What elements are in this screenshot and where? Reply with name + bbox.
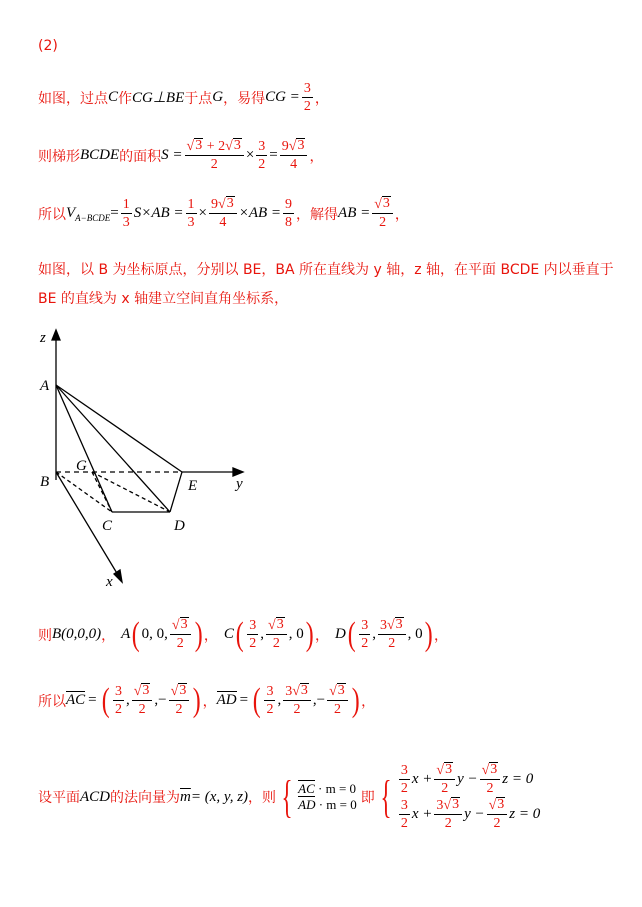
text: ，解得 [296, 206, 339, 223]
line-7: 所以 AC = ( $\frac{3}{2}$ , √ 3 2 ,− √ 3 2 ) ， AD = ( $\frac{3}{2}$ , 3 √ 3 2 ,− √ 3 2 ) ， [38, 681, 376, 719]
math: A [121, 626, 131, 642]
fraction: $\frac{3}{2}$ [303, 81, 311, 114]
fraction: 3 √ 3 2 [283, 683, 311, 718]
left-brace: { [281, 771, 293, 822]
math: CG = [265, 89, 300, 105]
part-label: (2) [38, 38, 58, 54]
text: ， [314, 90, 329, 107]
text: 则梯形 [38, 148, 80, 165]
fraction: $\frac{3}{2}$ [266, 684, 274, 717]
text: 于点 [184, 90, 213, 107]
line-5: BE 的直线为 x 轴建立空间直角坐标系， [38, 291, 289, 307]
fraction: 9 √ 3 4 [209, 196, 237, 231]
fraction: √ 3 2 [169, 683, 190, 718]
text: ，易得 [223, 90, 266, 107]
math: AB = [338, 205, 371, 221]
text: 的法向量为 [110, 790, 180, 806]
z-arrow [52, 330, 60, 340]
label-z: z [40, 330, 46, 346]
math: $\overline{m}$ [180, 788, 191, 805]
fraction: √ 3 2 [266, 617, 287, 652]
label-y: y [236, 476, 243, 492]
vector-system: AC · m = 0 AD · m = 0 [298, 781, 357, 812]
edge-DE [170, 472, 182, 512]
math: = [110, 205, 119, 221]
fraction: √ 3 2 [170, 617, 191, 652]
fraction: √ 3 2 [327, 683, 348, 718]
fraction: $\frac{3}{2}$ [249, 618, 257, 651]
math: S×AB = [133, 205, 184, 221]
line-2 [38, 138, 323, 173]
math: B(0,0,0) [52, 626, 102, 642]
text: 如图，过点 [38, 90, 108, 107]
equation-system: $\frac{3}{2}$ x + √ 3 2 y − √ 3 2 z = 0 $\frac{3}{2}$ x + 3 √ 3 2 y − √ 3 2 z = 0 [400, 762, 541, 831]
y-arrow [233, 468, 243, 476]
math: ACD [80, 788, 110, 805]
label-E: E [188, 478, 198, 494]
vector-AC: AC [66, 692, 86, 708]
label-C: C [102, 518, 113, 534]
math: D [335, 626, 346, 642]
x-arrow [114, 570, 122, 582]
math: × [245, 147, 255, 163]
math: BCDE [80, 147, 120, 163]
label-x: x [106, 574, 113, 590]
fraction: $\frac{1}{3}$ [122, 197, 130, 230]
text: 设平面 [38, 790, 80, 806]
text: 所以 [38, 206, 66, 223]
math: CG⊥BE [132, 90, 185, 106]
text: ， [309, 148, 324, 165]
text: 的面积 [119, 148, 162, 165]
math: × [198, 205, 208, 221]
line-4: 如图，以 B 为坐标原点，分别以 BE，BA 所在直线为 y 轴，z 轴，在平面 BCDE 内以垂直于 [38, 262, 614, 278]
label-B: B [40, 474, 50, 490]
math: = [269, 147, 278, 163]
label-G: G [76, 458, 87, 474]
math: = (x, y, z) [190, 788, 249, 805]
math: $V_{A-BCDE}$ [66, 204, 111, 223]
coordinate-figure [30, 320, 260, 590]
text: 所以 [38, 693, 66, 710]
text: ， [394, 206, 409, 223]
line-1 [38, 80, 329, 115]
fraction: 9 √ 3 4 [280, 138, 308, 173]
fraction: $\frac{3}{2}$ [361, 618, 369, 651]
fraction: √ 3 2 [372, 196, 393, 231]
text: 作 [118, 90, 133, 107]
text: ，则 [248, 790, 277, 806]
math: ×AB = [238, 205, 282, 221]
left-brace: { [380, 771, 392, 822]
line-8: 设平面 ACD 的法向量为 $\overline{m}$ = (x, y, z) ，则 { AC · m = 0 AD · m = 0 即 { $\frac{3}{2}$ x + √ 3 2 y − √ 3 2 z = 0 $\frac{3}{2}$ x + 3 √ 3 2 y − √ 3 2 z = 0 [38, 762, 541, 831]
fraction: $\frac{1}{3}$ [187, 197, 195, 230]
math: G [212, 89, 224, 105]
fraction: $\frac{3}{2}$ [114, 684, 122, 717]
math: C [223, 626, 234, 642]
fraction: √ 3 2 [132, 683, 153, 718]
fraction: 3 √ 3 2 [378, 617, 406, 652]
fraction: $\frac{3}{2}$ [258, 139, 266, 172]
line-3 [38, 196, 409, 231]
label-D: D [174, 518, 185, 534]
edge-GC [92, 472, 112, 512]
fraction: $\frac{9}{8}$ [285, 197, 293, 230]
label-A: A [40, 378, 50, 394]
math: C [108, 89, 119, 105]
fraction: √ 3 + 2 √ 3 2 [185, 138, 244, 173]
text: 则 [38, 627, 52, 644]
vector-AD: AD [216, 692, 237, 708]
edge-AD [56, 385, 170, 512]
line-6: 则 B(0,0,0) ， A ( 0, 0, √ 3 2 ) ， C ( $\frac{3}{2}$ , √ 3 2 , 0 ) ， D ( $\frac{3}{2}$ , 3 √ 3 2 , 0 ) ， [38, 615, 448, 653]
math: S = [161, 147, 183, 163]
